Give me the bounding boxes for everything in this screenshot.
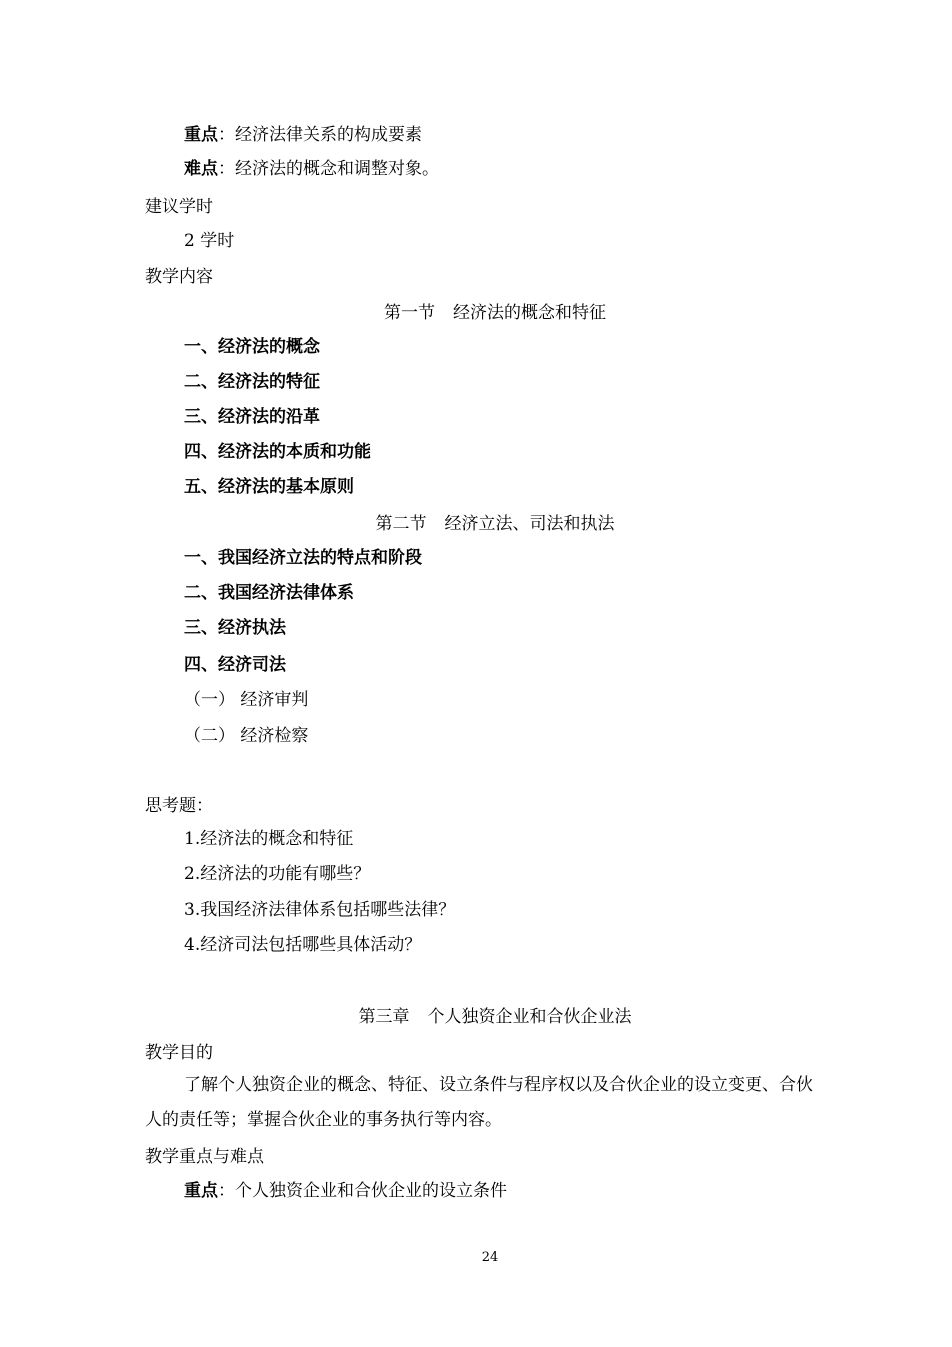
subitem-text: 经济检察	[240, 726, 309, 746]
section1-item: 三、经济法的沿革	[184, 407, 320, 427]
section1-title	[145, 302, 845, 324]
difficulty-label: 难点	[184, 159, 218, 179]
focus-label: 重点	[184, 125, 218, 145]
chapter3-focus-line	[184, 1180, 507, 1202]
section2-title	[145, 513, 845, 535]
questions-heading: 思考题：	[145, 796, 213, 816]
difficulty-text: ：经济法的概念和调整对象。	[218, 159, 439, 179]
subitem-number: （一）	[184, 690, 235, 710]
section2-subitem	[184, 689, 308, 711]
question-item: 3.我国经济法律体系包括哪些法律？	[184, 900, 456, 920]
chapter3-focus-label: 重点	[184, 1181, 218, 1201]
focus-line	[184, 124, 422, 146]
section2-name: 经济立法、司法和执法	[444, 514, 615, 534]
section1-item: 五、经济法的基本原则	[184, 477, 354, 497]
key-points-heading: 教学重点与难点	[145, 1147, 264, 1167]
subitem-text: 经济审判	[240, 690, 309, 710]
section1-item: 二、经济法的特征	[184, 372, 320, 392]
section2-subitem	[184, 725, 308, 747]
purpose-paragraph: 了解个人独资企业的概念、特征、设立条件与程序权以及合伙企业的设立变更、合伙人的责任等；掌握合伙企业的事务执行等内容。	[145, 1075, 813, 1130]
section2-item: 一、我国经济立法的特点和阶段	[184, 548, 422, 568]
question-item: 4.经济司法包括哪些具体活动？	[184, 935, 422, 955]
question-item: 2.经济法的功能有哪些？	[184, 864, 371, 884]
chapter3-title	[145, 1006, 845, 1028]
section1-item: 一、经济法的概念	[184, 337, 320, 357]
section1-name: 经济法的概念和特征	[453, 303, 606, 323]
teaching-content-heading: 教学内容	[145, 267, 213, 287]
section1-item: 四、经济法的本质和功能	[184, 442, 371, 462]
section2-item: 四、经济司法	[184, 655, 286, 675]
chapter3-name: 个人独资企业和合伙企业法	[427, 1007, 632, 1027]
question-item: 1.经济法的概念和特征	[184, 829, 354, 849]
section1-number: 第一节	[384, 303, 435, 323]
section2-item: 二、我国经济法律体系	[184, 583, 354, 603]
chapter3-number: 第三章	[358, 1007, 410, 1027]
chapter3-focus-text: ：个人独资企业和合伙企业的设立条件	[218, 1181, 507, 1201]
suggested-hours-heading: 建议学时	[145, 197, 213, 217]
purpose-heading: 教学目的	[145, 1043, 213, 1063]
subitem-number: （二）	[184, 726, 235, 746]
section2-item: 三、经济执法	[184, 618, 286, 638]
page-number: 24	[481, 1250, 499, 1265]
suggested-hours-value: 2 学时	[184, 231, 235, 251]
difficulty-line	[184, 158, 439, 180]
focus-text: ：经济法律关系的构成要素	[218, 125, 422, 145]
section2-number: 第二节	[375, 514, 427, 534]
